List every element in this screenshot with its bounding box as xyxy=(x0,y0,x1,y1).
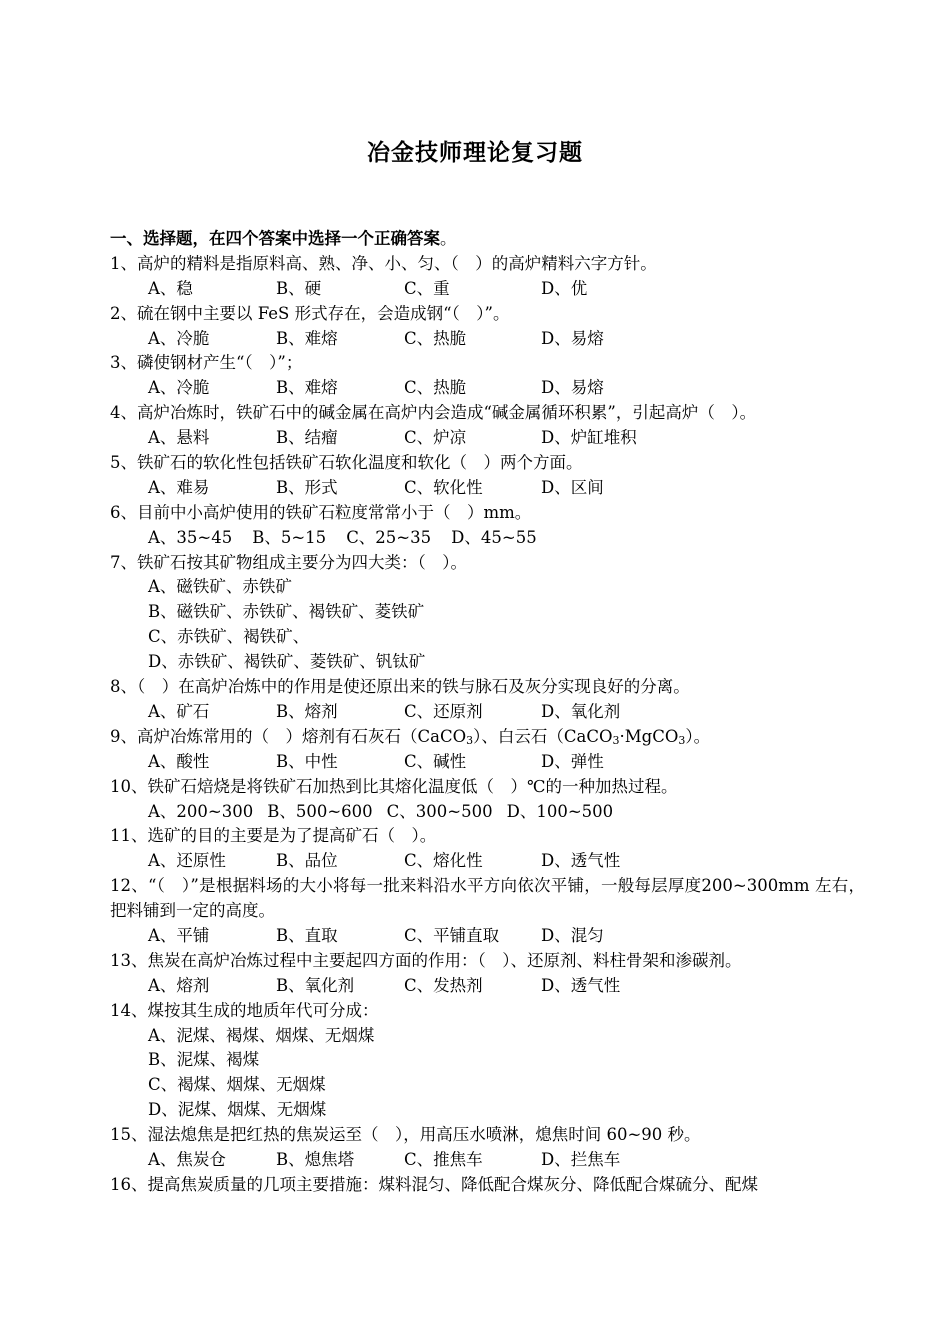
question-15-stem: 15、湿法熄焦是把红热的焦炭运至（ ），用高压水喷淋，熄焦时间 60~90 秒。 xyxy=(110,1125,701,1145)
question-1-options xyxy=(110,277,865,302)
option-b: B、5~15 xyxy=(252,527,327,547)
option-b: B、磁铁矿、赤铁矿、褐铁矿、菱铁矿 xyxy=(148,602,425,622)
question-7-stem: 7、铁矿石按其矿物组成主要分为四大类：（ ）。 xyxy=(110,552,467,572)
option-b: B、中性 xyxy=(276,751,338,771)
option-c: C、300~500 xyxy=(386,801,493,821)
option-a: A、冷脆 xyxy=(148,378,210,398)
option-a: A、悬料 xyxy=(148,428,210,448)
option-b: B、难熔 xyxy=(276,328,338,348)
question-10-stem: 10、铁矿石焙烧是将铁矿石加热到比其熔化温度低（ ）℃的一种加热过程。 xyxy=(110,776,678,796)
option-a: A、酸性 xyxy=(148,751,210,771)
option-b: B、难熔 xyxy=(276,378,338,398)
section-heading-text: 一、选择题，在四个答案中选择一个正确答案 xyxy=(110,229,440,248)
question-12-stem: 12、“（ ）”是根据料场的大小将每一批来料沿水平方向依次平铺，一般每层厚度200~300mm 左右，把料铺到一定的高度。 xyxy=(110,876,865,921)
question-6-options xyxy=(110,526,865,551)
option-a: A、还原性 xyxy=(148,851,226,871)
question-3-options xyxy=(110,376,865,401)
question-14-stem: 14、煤按其生成的地质年代可分成： xyxy=(110,1000,379,1020)
question-5-stem: 5、铁矿石的软化性包括铁矿石软化温度和软化（ ）两个方面。 xyxy=(110,453,583,473)
option-c: C、热脆 xyxy=(404,378,467,398)
option-b: B、500~600 xyxy=(267,801,373,821)
option-d: D、拦焦车 xyxy=(541,1150,621,1169)
option-b: B、结瘤 xyxy=(276,428,338,448)
option-c: C、软化性 xyxy=(404,477,483,497)
option-a: A、平铺 xyxy=(148,925,210,945)
question-2-stem: 2、硫在钢中主要以 FeS 形式存在，会造成钢“（ ）”。 xyxy=(110,303,510,323)
question-10-options xyxy=(110,800,865,825)
option-a: A、200~300 xyxy=(148,801,254,821)
option-c: C、发热剂 xyxy=(404,975,483,995)
option-a: A、磁铁矿、赤铁矿 xyxy=(148,577,292,597)
option-c: C、重 xyxy=(404,278,450,298)
subscript: 3 xyxy=(612,733,620,747)
option-c: C、推焦车 xyxy=(404,1150,483,1169)
page-title: 冶金技师理论复习题 xyxy=(367,139,583,166)
option-a: A、泥煤、褐煤、烟煤、无烟煤 xyxy=(148,1025,375,1045)
option-d: D、区间 xyxy=(541,477,604,497)
option-b: B、熔剂 xyxy=(276,701,338,721)
question-9-options xyxy=(110,750,865,775)
option-d: D、优 xyxy=(541,278,588,298)
question-13-stem: 13、焦炭在高炉冶炼过程中主要起四方面的作用：（ ）、还原剂、料柱骨架和渗碳剂。 xyxy=(110,950,742,970)
section-heading xyxy=(110,227,865,252)
option-d: D、100~500 xyxy=(506,801,614,821)
option-c: C、还原剂 xyxy=(404,701,483,721)
option-b: B、氧化剂 xyxy=(276,975,355,995)
option-a: A、稳 xyxy=(148,278,193,298)
option-b: B、硬 xyxy=(276,278,322,298)
stem-part: ）。 xyxy=(685,726,711,746)
option-c: C、碱性 xyxy=(404,751,467,771)
option-b: B、熄焦塔 xyxy=(276,1150,355,1169)
subscript: 3 xyxy=(466,733,474,747)
option-c: C、褐煤、烟煤、无烟煤 xyxy=(148,1075,326,1095)
option-a: A、难易 xyxy=(148,477,210,497)
option-d: D、易熔 xyxy=(541,328,604,348)
option-d: D、赤铁矿、褐铁矿、菱铁矿、钒钛矿 xyxy=(148,652,426,672)
option-c: C、熔化性 xyxy=(404,851,483,871)
question-2-options xyxy=(110,327,865,352)
question-5-options xyxy=(110,476,865,501)
option-a: A、冷脆 xyxy=(148,328,210,348)
question-15-options xyxy=(110,1148,865,1173)
stem-part: 9、高炉冶炼常用的（ ）熔剂有石灰石（CaCO xyxy=(110,726,467,746)
option-d: D、透气性 xyxy=(541,975,621,995)
option-d: D、透气性 xyxy=(541,851,621,871)
option-d: D、弹性 xyxy=(541,751,604,771)
option-a: A、矿石 xyxy=(148,701,210,721)
option-c: C、25~35 xyxy=(346,527,432,547)
option-b: B、泥煤、褐煤 xyxy=(148,1050,260,1070)
option-c: C、炉凉 xyxy=(404,428,467,448)
stem-part: ）、白云石（CaCO xyxy=(473,726,613,746)
option-d: D、45~55 xyxy=(451,527,537,547)
question-list xyxy=(110,227,865,1198)
question-9-stem xyxy=(110,725,865,750)
option-a: A、焦炭仓 xyxy=(148,1150,226,1169)
section-heading-end: 。 xyxy=(440,229,457,248)
option-b: B、直取 xyxy=(276,925,338,945)
question-11-options xyxy=(110,849,865,874)
question-13-options xyxy=(110,974,865,999)
question-8-options xyxy=(110,700,865,725)
option-d: D、易熔 xyxy=(541,378,604,398)
question-16-stem: 16、提高焦炭质量的几项主要措施：煤料混匀、降低配合煤灰分、降低配合煤硫分、配煤 xyxy=(110,1174,758,1194)
question-12-options xyxy=(110,924,865,949)
option-b: B、品位 xyxy=(276,851,338,871)
subscript: 3 xyxy=(678,733,686,747)
option-d: D、混匀 xyxy=(541,925,604,945)
option-a: A、熔剂 xyxy=(148,975,210,995)
option-c: C、赤铁矿、褐铁矿、 xyxy=(148,627,310,647)
question-6-stem: 6、目前中小高炉使用的铁矿石粒度常常小于（ ）mm。 xyxy=(110,502,532,522)
question-1-stem: 1、高炉的精料是指原料高、熟、净、小、匀、（ ）的高炉精料六字方针。 xyxy=(110,253,657,273)
stem-part: ·MgCO xyxy=(619,726,679,746)
option-c: C、平铺直取 xyxy=(404,925,500,945)
question-11-stem: 11、选矿的目的主要是为了提高矿石（ ）。 xyxy=(110,826,437,846)
question-8-stem: 8、（ ）在高炉冶炼中的作用是使还原出来的铁与脉石及灰分实现良好的分离。 xyxy=(110,677,690,697)
option-c: C、热脆 xyxy=(404,328,467,348)
option-d: D、泥煤、烟煤、无烟煤 xyxy=(148,1100,327,1120)
question-4-stem: 4、高炉冶炼时，铁矿石中的碱金属在高炉内会造成“碱金属循环积累”，引起高炉（ ）。 xyxy=(110,403,757,423)
option-b: B、形式 xyxy=(276,477,338,497)
option-d: D、炉缸堆积 xyxy=(541,428,637,448)
question-4-options xyxy=(110,426,865,451)
option-a: A、35~45 xyxy=(148,527,233,547)
question-3-stem: 3、磷使钢材产生“（ ）”； xyxy=(110,353,303,373)
option-d: D、氧化剂 xyxy=(541,701,621,721)
